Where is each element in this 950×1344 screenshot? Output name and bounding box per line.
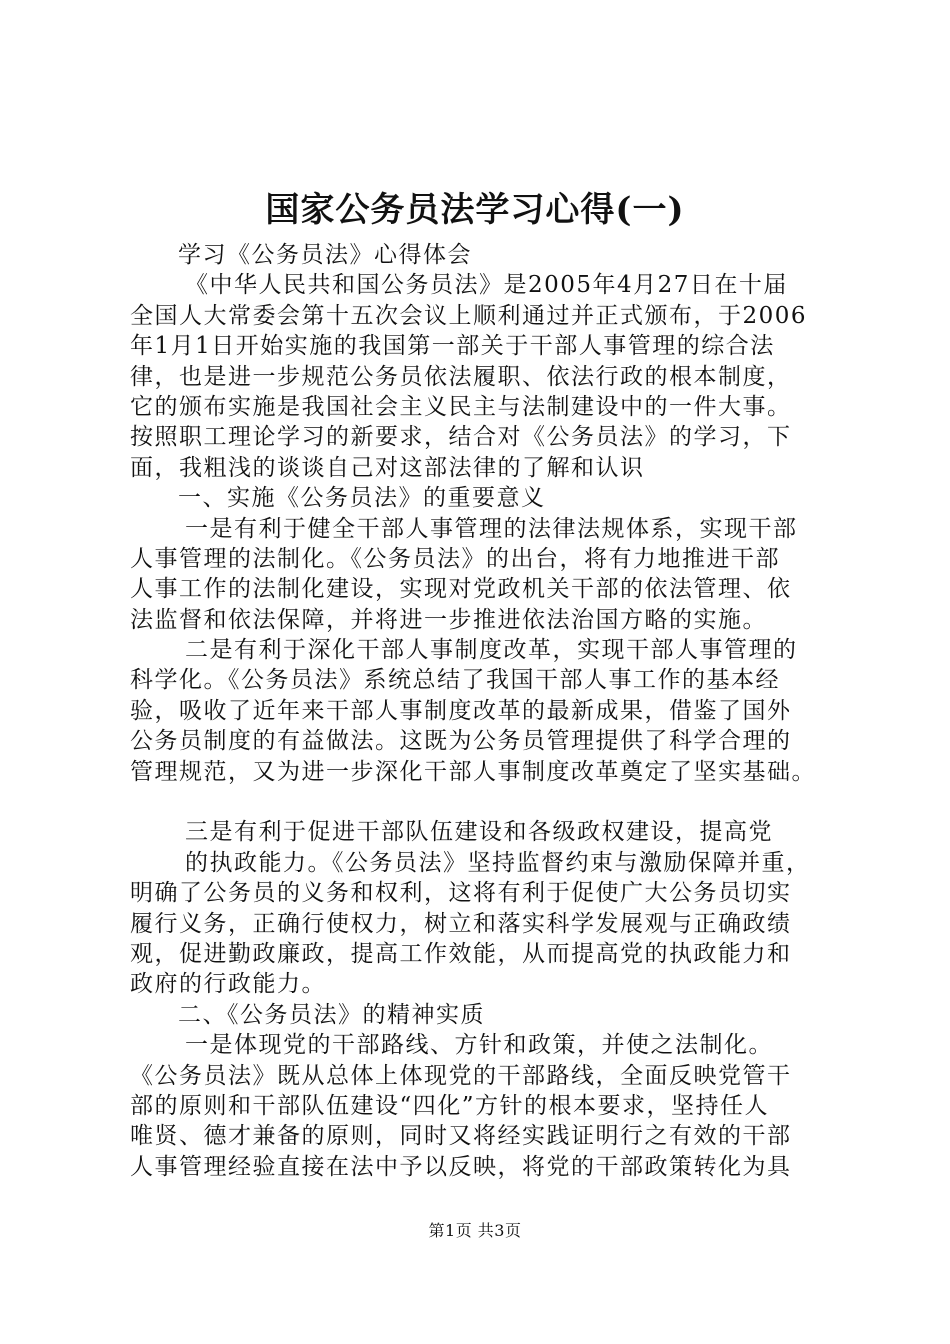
document-title: 国家公务员法学习心得(一) [265, 190, 685, 230]
paragraph-line: 面，我粗浅的谈谈自己对这部法律的了解和认识 [130, 454, 645, 481]
subtitle: 学习《公务员法》心得体会 [178, 242, 472, 268]
page-footer: 第1页 共3页 [428, 1221, 522, 1240]
blank-line [130, 787, 835, 817]
paragraph-line: 履行义务，正确行使权力，树立和落实科学发展观与正确政绩 [130, 910, 792, 937]
paragraph-line: 全国人大常委会第十五次会议上顺利通过并正式颁布，于2006 [130, 302, 808, 329]
paragraph-line: 年1月1日开始实施的我国第一部关于干部人事管理的综合法 [130, 333, 775, 360]
paragraph-line: 政府的行政能力。 [130, 971, 326, 998]
section-heading: 二、《公务员法》的精神实质 [178, 1001, 485, 1028]
paragraph-line: 科学化。《公务员法》系统总结了我国干部人事工作的基本经 [130, 667, 780, 694]
paragraph-line: 律，也是进一步规范公务员依法履职、依法行政的根本制度， [130, 363, 792, 390]
paragraph-line: 管理规范，又为进一步深化干部人事制度改革奠定了坚实基础。 [130, 758, 816, 785]
section-heading: 一、实施《公务员法》的重要意义 [178, 485, 546, 512]
paragraph-line: 公务员制度的有益做法。这既为公务员管理提供了科学合理的 [130, 728, 792, 755]
paragraph-line: 按照职工理论学习的新要求，结合对《公务员法》的学习，下 [130, 424, 792, 451]
paragraph-line: 一是有利于健全干部人事管理的法律法规体系，实现干部 [185, 515, 798, 542]
paragraph-line: 人事管理经验直接在法中予以反映，将党的干部政策转化为具 [130, 1153, 792, 1180]
paragraph-line: 三是有利于促进干部队伍建设和各级政权建设，提高党 [185, 819, 773, 846]
paragraph-line: 部的原则和干部队伍建设“四化”方针的根本要求，坚持任人 [130, 1092, 770, 1119]
paragraph-line: 的执政能力。《公务员法》坚持监督约束与激励保障并重， [185, 849, 811, 876]
paragraph-line: 验，吸收了近年来干部人事制度改革的最新成果，借鉴了国外 [130, 697, 792, 724]
paragraph-line: 人事工作的法制化建设，实现对党政机关干部的依法管理、依 [130, 576, 792, 603]
paragraph-line: 二是有利于深化干部人事制度改革，实现干部人事管理的 [185, 637, 798, 664]
paragraph-line: 法监督和依法保障，并将进一步推进依法治国方略的实施。 [130, 606, 767, 633]
paragraph-line: 观，促进勤政廉政，提高工作效能，从而提高党的执政能力和 [130, 940, 792, 967]
document-body [130, 240, 835, 1182]
paragraph-line: 它的颁布实施是我国社会主义民主与法制建设中的一件大事。 [130, 393, 792, 420]
paragraph-line: 一是体现党的干部路线、方针和政策，并使之法制化。 [185, 1032, 773, 1059]
paragraph-line: 《中华人民共和国公务员法》是2005年4月27日在十届 [185, 272, 788, 299]
paragraph-line: 《公务员法》既从总体上体现党的干部路线，全面反映党管干 [130, 1062, 792, 1089]
paragraph-line: 人事管理的法制化。《公务员法》的出台，将有力地推进干部 [130, 545, 780, 572]
paragraph-line: 明确了公务员的义务和权利，这将有利于促使广大公务员切实 [130, 880, 792, 907]
paragraph-line: 唯贤、德才兼备的原则，同时又将经实践证明行之有效的干部 [130, 1123, 792, 1150]
